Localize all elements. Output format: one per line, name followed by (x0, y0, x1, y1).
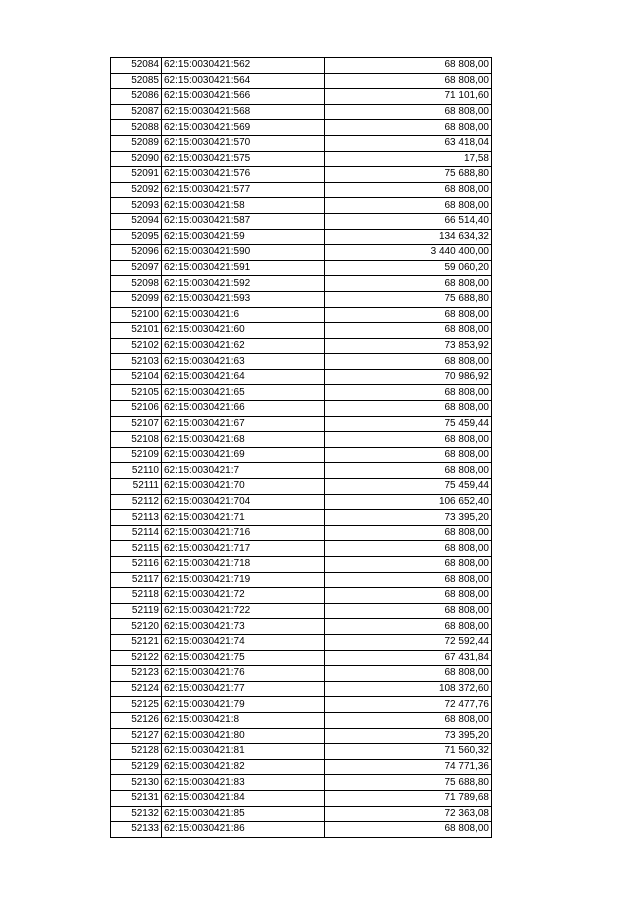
cadastral-value-cell: 68 808,00 (325, 307, 492, 323)
cadastral-number-cell: 62:15:0030421:593 (162, 291, 325, 307)
cadastral-value-cell: 68 808,00 (325, 104, 492, 120)
table-row (111, 775, 492, 791)
cadastral-value-cell: 75 459,44 (325, 479, 492, 495)
table-row (111, 323, 492, 339)
table-row (111, 447, 492, 463)
row-number-cell: 52098 (111, 276, 162, 292)
cadastral-value-cell: 71 101,60 (325, 89, 492, 105)
table-row (111, 510, 492, 526)
cadastral-value-cell: 71 560,32 (325, 744, 492, 760)
cadastral-number-cell: 62:15:0030421:65 (162, 385, 325, 401)
table-row (111, 104, 492, 120)
cadastral-number-cell: 62:15:0030421:80 (162, 728, 325, 744)
row-number-cell: 52084 (111, 58, 162, 74)
cadastral-value-cell: 68 808,00 (325, 401, 492, 417)
cadastral-number-cell: 62:15:0030421:576 (162, 167, 325, 183)
cadastral-value-cell: 108 372,60 (325, 681, 492, 697)
cadastral-number-cell: 62:15:0030421:86 (162, 822, 325, 838)
cadastral-number-cell: 62:15:0030421:569 (162, 120, 325, 136)
cadastral-number-cell: 62:15:0030421:6 (162, 307, 325, 323)
cadastral-value-cell: 68 808,00 (325, 541, 492, 557)
cadastral-value-cell: 68 808,00 (325, 557, 492, 573)
cadastral-value-table (110, 57, 492, 838)
row-number-cell: 52097 (111, 260, 162, 276)
table-row (111, 73, 492, 89)
table-row (111, 479, 492, 495)
table-row (111, 603, 492, 619)
cadastral-number-cell: 62:15:0030421:68 (162, 432, 325, 448)
row-number-cell: 52088 (111, 120, 162, 136)
row-number-cell: 52087 (111, 104, 162, 120)
cadastral-number-cell: 62:15:0030421:8 (162, 712, 325, 728)
table-row (111, 525, 492, 541)
cadastral-value-cell: 68 808,00 (325, 603, 492, 619)
cadastral-value-cell: 68 808,00 (325, 73, 492, 89)
row-number-cell: 52130 (111, 775, 162, 791)
cadastral-number-cell: 62:15:0030421:82 (162, 759, 325, 775)
cadastral-number-cell: 62:15:0030421:566 (162, 89, 325, 105)
row-number-cell: 52095 (111, 229, 162, 245)
row-number-cell: 52131 (111, 790, 162, 806)
cadastral-value-cell: 67 431,84 (325, 650, 492, 666)
cadastral-value-cell: 134 634,32 (325, 229, 492, 245)
cadastral-number-cell: 62:15:0030421:59 (162, 229, 325, 245)
row-number-cell: 52133 (111, 822, 162, 838)
row-number-cell: 52089 (111, 135, 162, 151)
table-row (111, 151, 492, 167)
row-number-cell: 52120 (111, 619, 162, 635)
cadastral-number-cell: 62:15:0030421:717 (162, 541, 325, 557)
table-row (111, 806, 492, 822)
cadastral-value-cell: 72 592,44 (325, 634, 492, 650)
cadastral-value-cell: 68 808,00 (325, 432, 492, 448)
table-row (111, 494, 492, 510)
cadastral-number-cell: 62:15:0030421:564 (162, 73, 325, 89)
table-row (111, 229, 492, 245)
row-number-cell: 52118 (111, 588, 162, 604)
row-number-cell: 52128 (111, 744, 162, 760)
cadastral-value-cell: 68 808,00 (325, 182, 492, 198)
table-body (111, 58, 492, 838)
cadastral-number-cell: 62:15:0030421:79 (162, 697, 325, 713)
row-number-cell: 52100 (111, 307, 162, 323)
table-row (111, 369, 492, 385)
row-number-cell: 52127 (111, 728, 162, 744)
row-number-cell: 52085 (111, 73, 162, 89)
row-number-cell: 52099 (111, 291, 162, 307)
cadastral-number-cell: 62:15:0030421:590 (162, 245, 325, 261)
row-number-cell: 52119 (111, 603, 162, 619)
table-row (111, 385, 492, 401)
cadastral-value-cell: 68 808,00 (325, 276, 492, 292)
table-row (111, 697, 492, 713)
row-number-cell: 52112 (111, 494, 162, 510)
table-row (111, 167, 492, 183)
row-number-cell: 52124 (111, 681, 162, 697)
table-row (111, 416, 492, 432)
cadastral-number-cell: 62:15:0030421:72 (162, 588, 325, 604)
cadastral-number-cell: 62:15:0030421:716 (162, 525, 325, 541)
cadastral-number-cell: 62:15:0030421:71 (162, 510, 325, 526)
row-number-cell: 52114 (111, 525, 162, 541)
cadastral-number-cell: 62:15:0030421:570 (162, 135, 325, 151)
cadastral-value-cell: 68 808,00 (325, 323, 492, 339)
cadastral-number-cell: 62:15:0030421:77 (162, 681, 325, 697)
row-number-cell: 52117 (111, 572, 162, 588)
table-row (111, 260, 492, 276)
row-number-cell: 52106 (111, 401, 162, 417)
cadastral-value-cell: 17,58 (325, 151, 492, 167)
table-row (111, 89, 492, 105)
cadastral-number-cell: 62:15:0030421:67 (162, 416, 325, 432)
table-row (111, 634, 492, 650)
row-number-cell: 52103 (111, 354, 162, 370)
table-row (111, 291, 492, 307)
cadastral-number-cell: 62:15:0030421:76 (162, 666, 325, 682)
table-row (111, 572, 492, 588)
cadastral-number-cell: 62:15:0030421:69 (162, 447, 325, 463)
table-row (111, 588, 492, 604)
row-number-cell: 52110 (111, 463, 162, 479)
cadastral-value-cell: 68 808,00 (325, 198, 492, 214)
table-row (111, 681, 492, 697)
row-number-cell: 52125 (111, 697, 162, 713)
cadastral-value-cell: 73 853,92 (325, 338, 492, 354)
table-row (111, 198, 492, 214)
cadastral-number-cell: 62:15:0030421:85 (162, 806, 325, 822)
cadastral-number-cell: 62:15:0030421:562 (162, 58, 325, 74)
cadastral-value-cell: 71 789,68 (325, 790, 492, 806)
cadastral-number-cell: 62:15:0030421:74 (162, 634, 325, 650)
cadastral-number-cell: 62:15:0030421:84 (162, 790, 325, 806)
row-number-cell: 52109 (111, 447, 162, 463)
table-row (111, 822, 492, 838)
row-number-cell: 52086 (111, 89, 162, 105)
cadastral-number-cell: 62:15:0030421:75 (162, 650, 325, 666)
cadastral-value-cell: 70 986,92 (325, 369, 492, 385)
cadastral-value-cell: 68 808,00 (325, 525, 492, 541)
cadastral-value-cell: 75 688,80 (325, 775, 492, 791)
row-number-cell: 52126 (111, 712, 162, 728)
cadastral-value-cell: 68 808,00 (325, 822, 492, 838)
row-number-cell: 52092 (111, 182, 162, 198)
row-number-cell: 52122 (111, 650, 162, 666)
row-number-cell: 52113 (111, 510, 162, 526)
row-number-cell: 52090 (111, 151, 162, 167)
table-row (111, 619, 492, 635)
row-number-cell: 52107 (111, 416, 162, 432)
table-row (111, 759, 492, 775)
table-row (111, 338, 492, 354)
cadastral-value-cell: 68 808,00 (325, 588, 492, 604)
cadastral-number-cell: 62:15:0030421:587 (162, 213, 325, 229)
cadastral-value-cell: 68 808,00 (325, 572, 492, 588)
row-number-cell: 52115 (111, 541, 162, 557)
cadastral-value-cell: 75 688,80 (325, 167, 492, 183)
row-number-cell: 52111 (111, 479, 162, 495)
table-row (111, 354, 492, 370)
cadastral-number-cell: 62:15:0030421:81 (162, 744, 325, 760)
cadastral-value-cell: 63 418,04 (325, 135, 492, 151)
table-row (111, 120, 492, 136)
table-row (111, 728, 492, 744)
cadastral-number-cell: 62:15:0030421:575 (162, 151, 325, 167)
cadastral-number-cell: 62:15:0030421:60 (162, 323, 325, 339)
cadastral-value-cell: 59 060,20 (325, 260, 492, 276)
cadastral-number-cell: 62:15:0030421:7 (162, 463, 325, 479)
cadastral-value-cell: 68 808,00 (325, 385, 492, 401)
cadastral-value-cell: 73 395,20 (325, 510, 492, 526)
cadastral-value-cell: 72 363,08 (325, 806, 492, 822)
cadastral-value-cell: 3 440 400,00 (325, 245, 492, 261)
row-number-cell: 52123 (111, 666, 162, 682)
row-number-cell: 52116 (111, 557, 162, 573)
cadastral-number-cell: 62:15:0030421:73 (162, 619, 325, 635)
table-row (111, 790, 492, 806)
row-number-cell: 52104 (111, 369, 162, 385)
row-number-cell: 52101 (111, 323, 162, 339)
row-number-cell: 52094 (111, 213, 162, 229)
cadastral-number-cell: 62:15:0030421:64 (162, 369, 325, 385)
cadastral-number-cell: 62:15:0030421:704 (162, 494, 325, 510)
cadastral-value-cell: 68 808,00 (325, 354, 492, 370)
cadastral-value-cell: 68 808,00 (325, 120, 492, 136)
row-number-cell: 52108 (111, 432, 162, 448)
cadastral-value-cell: 68 808,00 (325, 58, 492, 74)
cadastral-number-cell: 62:15:0030421:577 (162, 182, 325, 198)
cadastral-value-cell: 73 395,20 (325, 728, 492, 744)
row-number-cell: 52102 (111, 338, 162, 354)
table-row (111, 182, 492, 198)
table-row (111, 463, 492, 479)
row-number-cell: 52105 (111, 385, 162, 401)
cadastral-value-cell: 68 808,00 (325, 463, 492, 479)
cadastral-number-cell: 62:15:0030421:58 (162, 198, 325, 214)
table-row (111, 666, 492, 682)
cadastral-number-cell: 62:15:0030421:719 (162, 572, 325, 588)
table-row (111, 307, 492, 323)
table-row (111, 744, 492, 760)
cadastral-number-cell: 62:15:0030421:722 (162, 603, 325, 619)
cadastral-value-cell: 68 808,00 (325, 666, 492, 682)
table-row (111, 432, 492, 448)
table-row (111, 650, 492, 666)
table-row (111, 712, 492, 728)
cadastral-number-cell: 62:15:0030421:592 (162, 276, 325, 292)
row-number-cell: 52096 (111, 245, 162, 261)
cadastral-value-cell: 66 514,40 (325, 213, 492, 229)
cadastral-number-cell: 62:15:0030421:568 (162, 104, 325, 120)
cadastral-number-cell: 62:15:0030421:591 (162, 260, 325, 276)
cadastral-value-cell: 74 771,36 (325, 759, 492, 775)
cadastral-value-cell: 72 477,76 (325, 697, 492, 713)
row-number-cell: 52132 (111, 806, 162, 822)
cadastral-number-cell: 62:15:0030421:718 (162, 557, 325, 573)
cadastral-value-cell: 75 688,80 (325, 291, 492, 307)
table-row (111, 58, 492, 74)
table-row (111, 245, 492, 261)
cadastral-number-cell: 62:15:0030421:70 (162, 479, 325, 495)
row-number-cell: 52093 (111, 198, 162, 214)
cadastral-value-cell: 68 808,00 (325, 447, 492, 463)
cadastral-value-cell: 75 459,44 (325, 416, 492, 432)
row-number-cell: 52129 (111, 759, 162, 775)
cadastral-number-cell: 62:15:0030421:66 (162, 401, 325, 417)
table-row (111, 557, 492, 573)
cadastral-number-cell: 62:15:0030421:83 (162, 775, 325, 791)
cadastral-value-cell: 68 808,00 (325, 619, 492, 635)
table-row (111, 213, 492, 229)
table-row (111, 541, 492, 557)
cadastral-number-cell: 62:15:0030421:63 (162, 354, 325, 370)
table-row (111, 401, 492, 417)
table-row (111, 276, 492, 292)
row-number-cell: 52121 (111, 634, 162, 650)
cadastral-value-cell: 68 808,00 (325, 712, 492, 728)
cadastral-value-cell: 106 652,40 (325, 494, 492, 510)
table-row (111, 135, 492, 151)
cadastral-number-cell: 62:15:0030421:62 (162, 338, 325, 354)
row-number-cell: 52091 (111, 167, 162, 183)
